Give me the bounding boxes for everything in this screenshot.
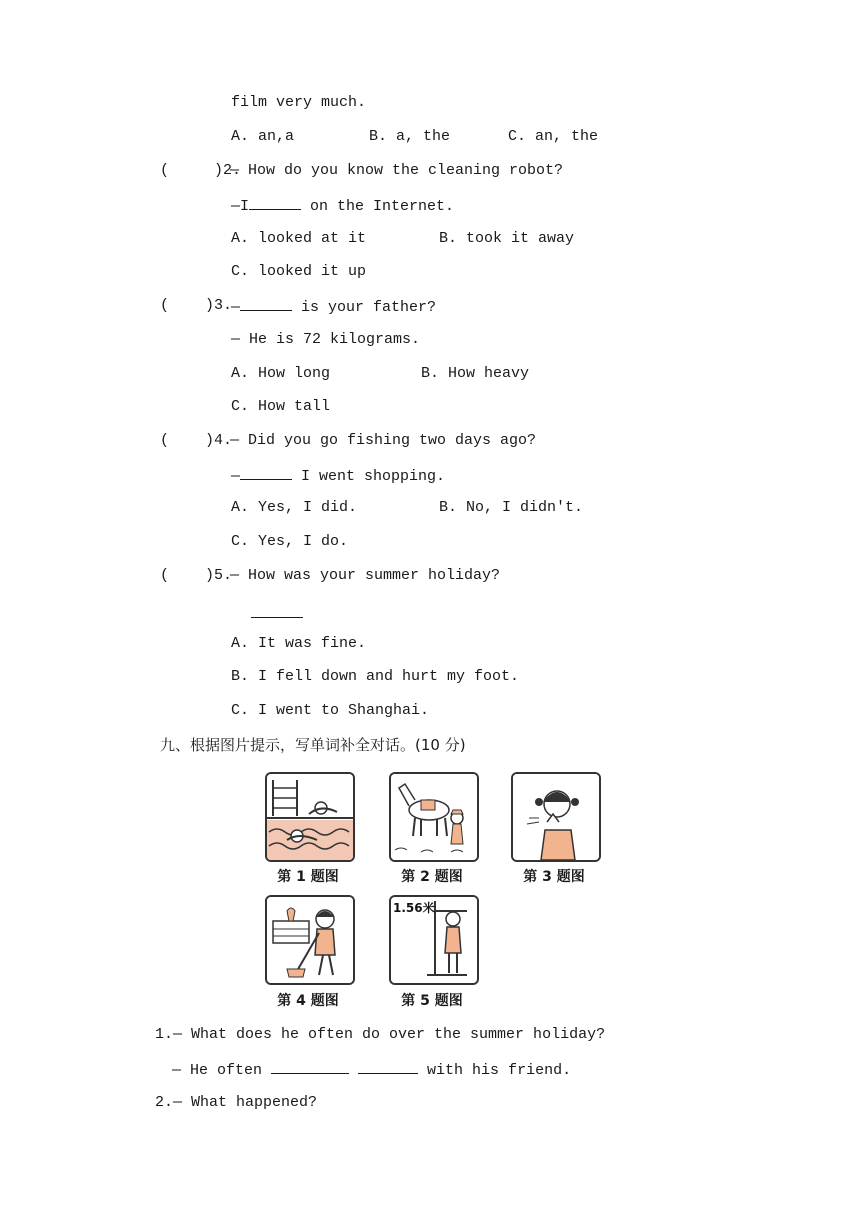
dialog-1-blank-2 [358,1059,418,1074]
q1-stem-continuation: film very much. [231,94,367,111]
q3-question-suffix: is your father? [292,299,437,316]
q4-reply-suffix: I went shopping. [292,468,446,485]
q5-question: — How was your summer holiday? [230,567,501,584]
dialog-1-blank-1 [271,1059,349,1074]
q2-answer-paren: ( )2. [160,162,242,179]
caption-picture-1: 第 1 题图 [277,869,339,885]
picture-1-swimming [265,772,355,862]
q2-question: — How do you know the cleaning robot? [230,162,564,179]
q5-option-a: A. It was fine. [231,635,367,652]
mopping-illustration [267,897,353,983]
picture-5-height [389,895,479,985]
q4-reply [231,465,445,487]
height-label: 1.56米 [393,901,435,915]
q4-option-a: A. Yes, I did. [231,499,358,516]
q1-option-b: B. a, the [369,128,451,145]
section-9-heading: 九、根据图片提示，写单词补全对话。(10 分) [160,736,466,754]
q5-answer-paren: ( )5. [160,567,233,584]
q3-answer-paren: ( )3. [160,297,233,314]
q1-option-a: A. an,a [231,128,295,145]
q2-reply [231,195,454,217]
horse-illustration [391,774,477,860]
caption-picture-2: 第 2 题图 [401,869,463,885]
q1-option-c: C. an, the [508,128,599,145]
q3-option-b: B. How heavy [421,365,530,382]
q5-blank [251,603,303,618]
q2-option-b: B. took it away [439,230,575,247]
caption-picture-3: 第 3 题图 [523,869,585,885]
q2-option-a: A. looked at it [231,230,367,247]
q4-option-b: B. No, I didn't. [439,499,584,516]
picture-2-horse [389,772,479,862]
q2-option-c: C. looked it up [231,263,367,280]
q5-option-c: C. I went to Shanghai. [231,702,430,719]
q2-reply-prefix: —I [231,198,250,215]
caption-picture-5: 第 5 题图 [401,993,463,1009]
q5-option-b: B. I fell down and hurt my foot. [231,668,520,685]
q3-blank [240,296,292,311]
q3-question-prefix: — [231,299,241,316]
swimming-illustration [267,774,353,860]
dialog-1-question: 1.— What does he often do over the summer holiday? [155,1026,606,1043]
q4-blank [240,465,292,480]
q4-reply-prefix: — [231,468,241,485]
q4-question: — Did you go fishing two days ago? [230,432,537,449]
q4-answer-paren: ( )4. [160,432,233,449]
dialog-1-answer-suffix: with his friend. [418,1062,572,1079]
q3-reply: — He is 72 kilograms. [231,331,421,348]
caption-picture-4: 第 4 题图 [277,993,339,1009]
picture-4-mopping [265,895,355,985]
q4-option-c: C. Yes, I do. [231,533,349,550]
q2-blank [249,195,301,210]
dialog-1-answer-prefix: — He often [172,1062,272,1079]
q3-option-c: C. How tall [231,398,331,415]
q3-question [231,296,436,318]
picture-3-girl [511,772,601,862]
dialog-1-answer [172,1059,571,1081]
q3-option-a: A. How long [231,365,331,382]
q2-reply-suffix: on the Internet. [301,198,455,215]
girl-illustration [513,774,599,860]
dialog-2-question: 2.— What happened? [155,1094,318,1111]
